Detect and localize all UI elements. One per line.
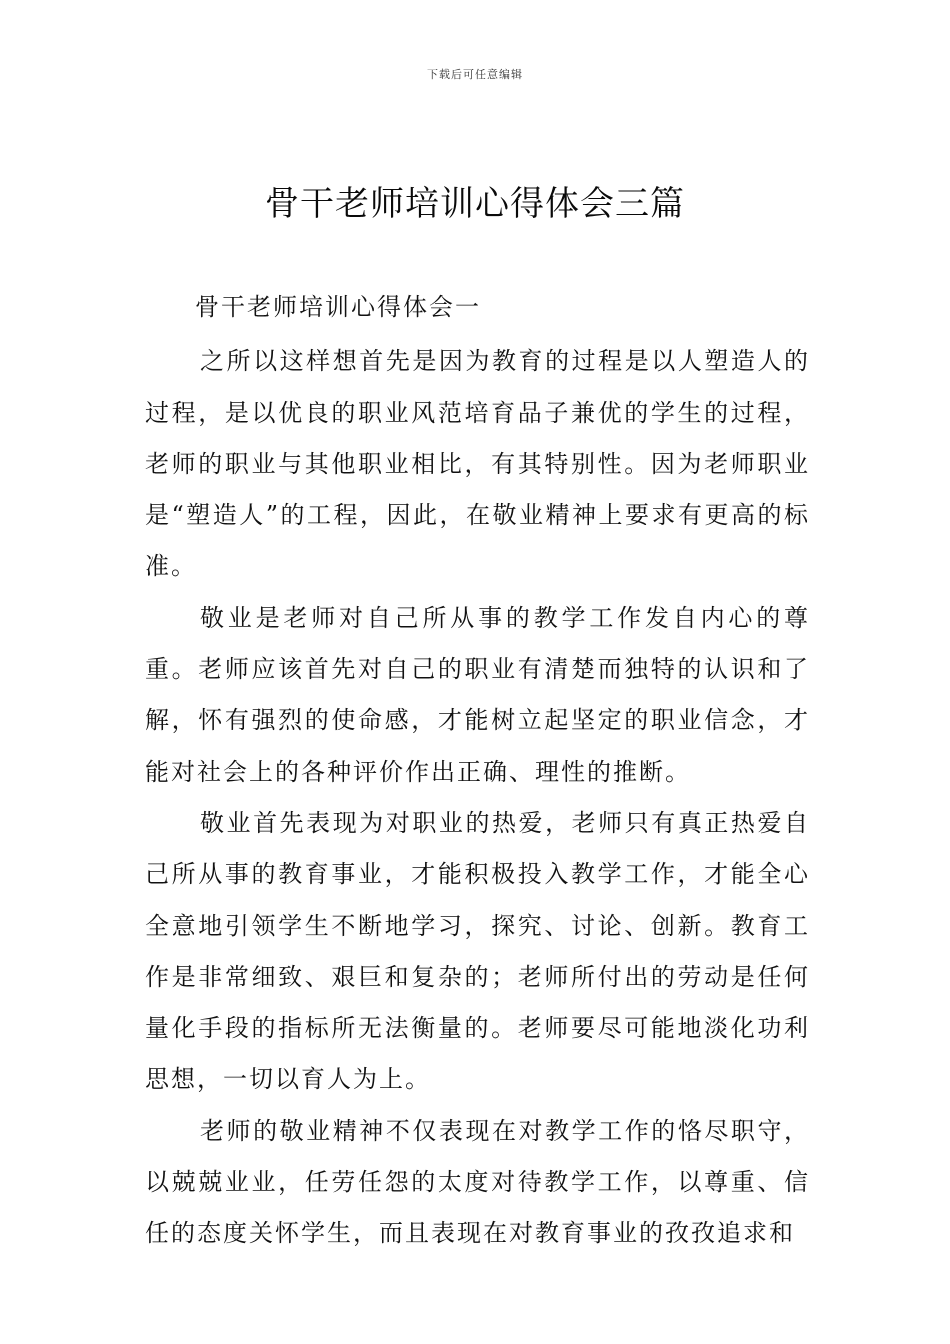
- section-heading: 骨干老师培训心得体会一: [195, 293, 481, 321]
- document-title: 骨干老师培训心得体会三篇: [265, 184, 685, 224]
- paragraph: 之所以这样想首先是因为教育的过程是以人塑造人的过程，是以优良的职业风范培育品子兼优的学生的过程，老师的职业与其他职业相比，有其特别性。因为老师职业是“塑造人”的工程，因此，在敬业精神上要求有更高的标准。: [145, 347, 810, 581]
- document-body: [145, 282, 810, 1260]
- paragraph: 敬业首先表现为对职业的热爱，老师只有真正热爱自己所从事的教育事业，才能积极投入教学工作，才能全心全意地引领学生不断地学习，探究、讨论、创新。教育工作是非常细致、艰巨和复杂的；老师所付出的劳动是任何量化手段的指标所无法衡量的。老师要尽可能地淡化功利思想，一切以育人为上。: [145, 808, 810, 1094]
- paragraph: 敬业是老师对自己所从事的教学工作发自内心的尊重。老师应该首先对自己的职业有清楚而独特的认识和了解，怀有强烈的使命感，才能树立起坚定的职业信念，才能对社会上的各种评价作出正确、理性的推断。: [145, 603, 810, 786]
- paragraph: 老师的敬业精神不仅表现在对教学工作的恪尽职守，以兢兢业业，任劳任怨的太度对待教学工作，以尊重、信任的态度关怀学生，而且表现在对教育事业的孜孜追求和: [145, 1116, 810, 1248]
- header-note: 下载后可任意编辑: [427, 68, 523, 81]
